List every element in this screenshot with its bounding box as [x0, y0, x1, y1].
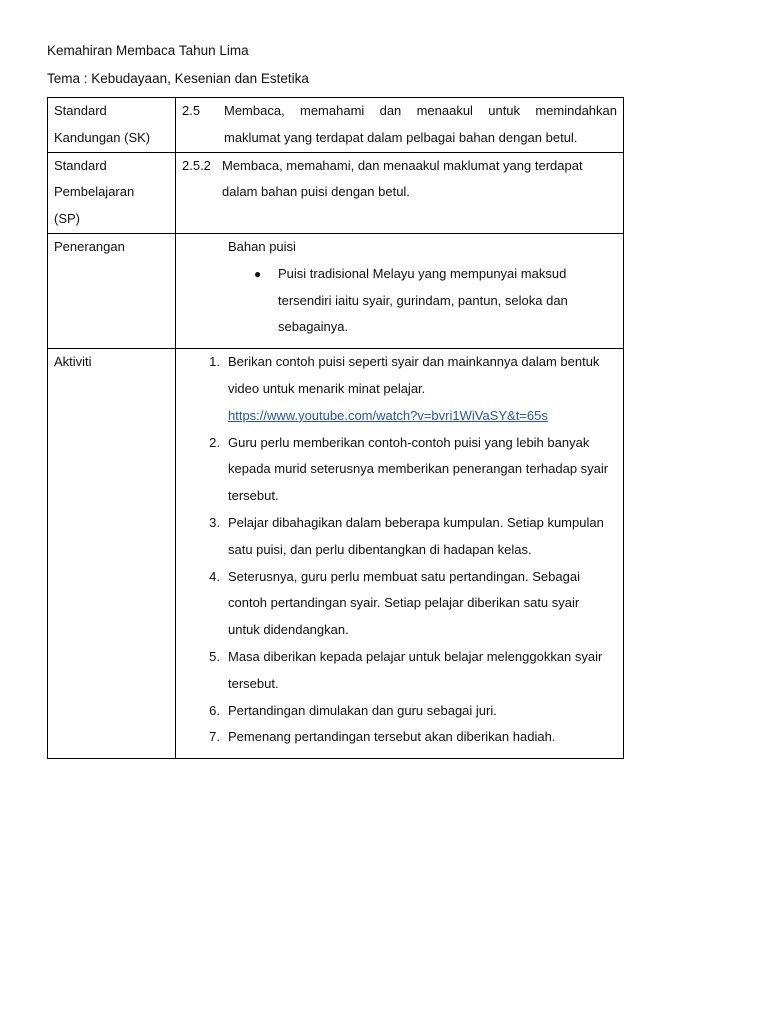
row-standard-pembelajaran	[48, 152, 624, 233]
label-sk-line2: Kandungan (SK)	[54, 129, 151, 145]
step-text: Pertandingan dimulakan dan guru sebagai juri.	[228, 702, 497, 718]
list-item	[182, 564, 617, 644]
step-text: Guru perlu memberikan contoh-contoh puisi yang lebih banyak kepada murid seterusnya memberikan penerangan terhadap syair tersebut.	[228, 434, 609, 504]
list-item	[182, 430, 617, 510]
sp-text: Membaca, memahami, dan menaakul maklumat yang terdapat dalam bahan puisi dengan betul.	[222, 157, 583, 200]
content-sp	[176, 152, 624, 233]
label-sk-line1: Standard	[54, 103, 107, 118]
step-text: Pelajar dibahagikan dalam beberapa kumpulan. Setiap kumpulan satu puisi, dan perlu dibentangkan di hadapan kelas.	[228, 514, 604, 557]
step-text: Pemenang pertandingan tersebut akan diberikan hadiah.	[228, 729, 556, 745]
label-sk	[48, 98, 176, 153]
list-item	[182, 644, 617, 698]
label-aktiviti-text: Aktiviti	[54, 354, 92, 370]
row-penerangan	[48, 233, 624, 348]
step-number: 6.	[209, 702, 220, 718]
step-text	[228, 349, 617, 429]
step-number: 4.	[209, 568, 220, 584]
content-sk	[176, 98, 624, 153]
sk-text: Membaca, memahami dan menaakul untuk memindahkan maklumat yang terdapat dalam pelbagai bahan dengan betul.	[224, 103, 617, 145]
step-number: 2.	[209, 434, 220, 450]
step-number: 3.	[209, 514, 220, 530]
step-number: 7.	[209, 729, 220, 745]
document-title: Kemahiran Membaca Tahun Lima	[47, 43, 249, 58]
row-standard-kandungan	[48, 98, 624, 153]
content-aktiviti	[176, 349, 624, 759]
step-text: Seterusnya, guru perlu membuat satu pertandingan. Sebagai contoh pertandingan syair. Setiap pelajar diberikan satu syair untuk didendangkan.	[228, 568, 580, 638]
list-item	[182, 510, 617, 564]
label-sp-line3: (SP)	[54, 211, 80, 227]
step-number: 5.	[209, 648, 220, 664]
step-1-text: Berikan contoh puisi seperti syair dan mainkannya dalam bentuk video untuk menarik minat pelajar.	[228, 354, 600, 396]
label-sp-line2: Pembelajaran	[54, 184, 135, 200]
lesson-plan-table	[47, 97, 624, 759]
bullet-text: Puisi tradisional Melayu yang mempunyai maksud tersendiri iaitu syair, gurindam, pantun, seloka dan sebagainya.	[278, 265, 568, 335]
sk-code: 2.5	[182, 103, 201, 118]
penerangan-heading: Bahan puisi	[228, 238, 296, 254]
step-text: Masa diberikan kepada pelajar untuk belajar melenggokkan syair tersebut.	[228, 648, 603, 691]
row-aktiviti	[48, 349, 624, 759]
content-penerangan	[176, 233, 624, 348]
label-sp	[48, 152, 176, 233]
label-sp-line1: Standard	[54, 157, 107, 173]
bullet-icon: ●	[254, 266, 262, 281]
youtube-link[interactable]: https://www.youtube.com/watch?v=bvri1WiVaSY&t=65s	[228, 407, 548, 423]
list-item	[182, 698, 617, 725]
step-number: 1.	[209, 354, 220, 370]
document-theme: Tema : Kebudayaan, Kesenian dan Estetika	[47, 71, 309, 86]
list-item	[182, 724, 617, 751]
penerangan-bullet-list	[182, 261, 617, 348]
label-penerangan-text: Penerangan	[54, 238, 125, 254]
sp-code: 2.5.2	[182, 157, 211, 173]
label-penerangan	[48, 233, 176, 348]
aktiviti-steps	[182, 349, 617, 758]
label-aktiviti	[48, 349, 176, 759]
list-item	[182, 261, 617, 341]
list-item	[182, 349, 617, 429]
